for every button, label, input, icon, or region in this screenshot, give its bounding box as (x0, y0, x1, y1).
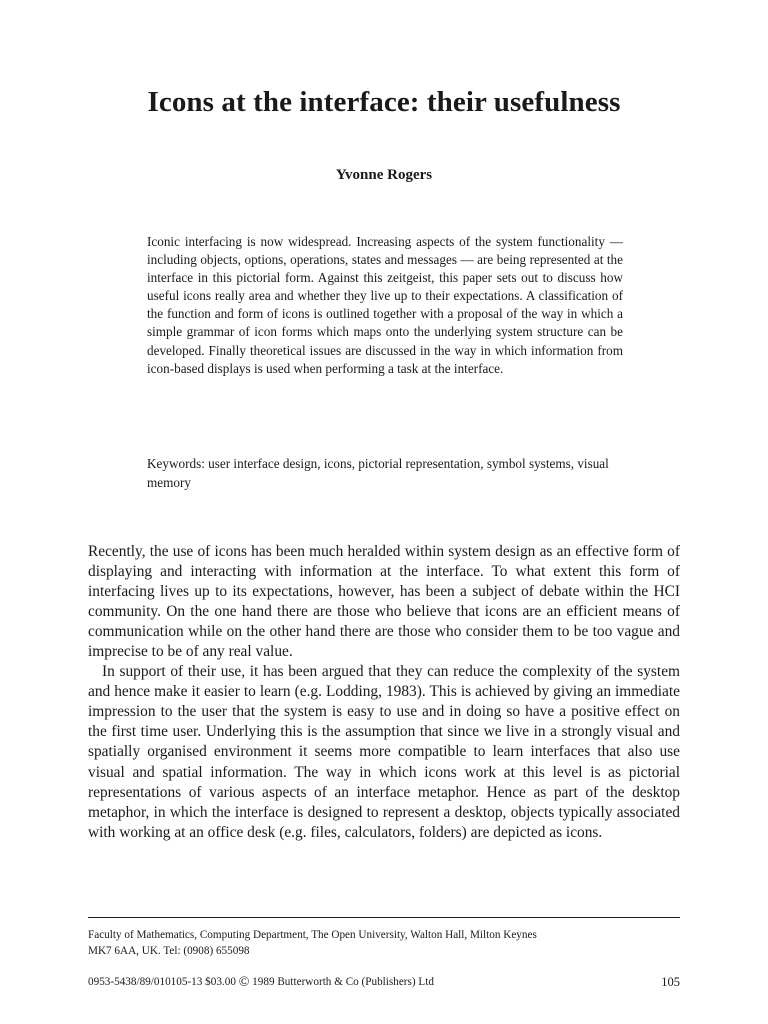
page-number: 105 (661, 975, 680, 989)
publication-code: 0953-5438/89/010105-13 $03.00 (88, 976, 236, 988)
paper-title: Icons at the interface: their usefulness (147, 86, 621, 118)
abstract: Iconic interfacing is now widespread. Increasing aspects of the system functionality — including objects, options, operations, states and messages — are being represented at the interface in this pictorial form. Against this zeitgeist, this paper sets out to discuss how useful icons really area and whether they live up to their expectations. A classification of the function and form of icons is outlined together with a proposal of the way in which a simple grammar of icon forms which maps onto the underlying system structure can be developed. Finally theoretical issues are discussed in the way in which information from icon-based displays is used when performing a task at the interface. (147, 234, 623, 376)
affiliation-line: MK7 6AA, UK. Tel: (0908) 655098 (88, 945, 250, 957)
body-text (88, 542, 680, 843)
author-name: Yvonne Rogers (335, 167, 433, 183)
publisher: 1989 Butterworth & Co (Publishers) Ltd (252, 976, 434, 988)
body-paragraph: Recently, the use of icons has been much heralded within system design as an effective form of displaying and interacting with information at the interface. To what extent this form of interfacing lives up to its expectations, however, has been a subject of debate within the HCI community. On the one hand there are those who believe that icons are an efficient means of communication while on the other hand there are those who consider them to be too vague and imprecise to be of any real value. (88, 543, 680, 661)
affiliation-footnote (88, 927, 688, 959)
footnote-divider (88, 917, 680, 918)
affiliation-line: Faculty of Mathematics, Computing Department, The Open University, Walton Hall, Milton Keynes (88, 929, 537, 941)
keywords: Keywords: user interface design, icons, pictorial representation, symbol systems, visual memory (147, 456, 609, 490)
publication-info (88, 976, 434, 990)
body-paragraph: In support of their use, it has been argued that they can reduce the complexity of the system and hence make it easier to learn (e.g. Lodding, 1983). This is achieved by giving an immediate impression to the user that the system is easy to use and in doing so have a positive effect on the first time user. Underlying this is the assumption that since we live in a strongly visual and spatially organised environment it seems more compatible to learn interfaces that also use visual and spatial information. The way in which icons work at this level is as pictorial representations of various aspects of an interface metaphor. Hence as part of the desktop metaphor, in which the interface is designed to represent a desktop, objects typically associated with working at an office desk (e.g. files, calculators, folders) are depicted as icons. (88, 663, 680, 841)
copyright-symbol: © (238, 975, 250, 990)
